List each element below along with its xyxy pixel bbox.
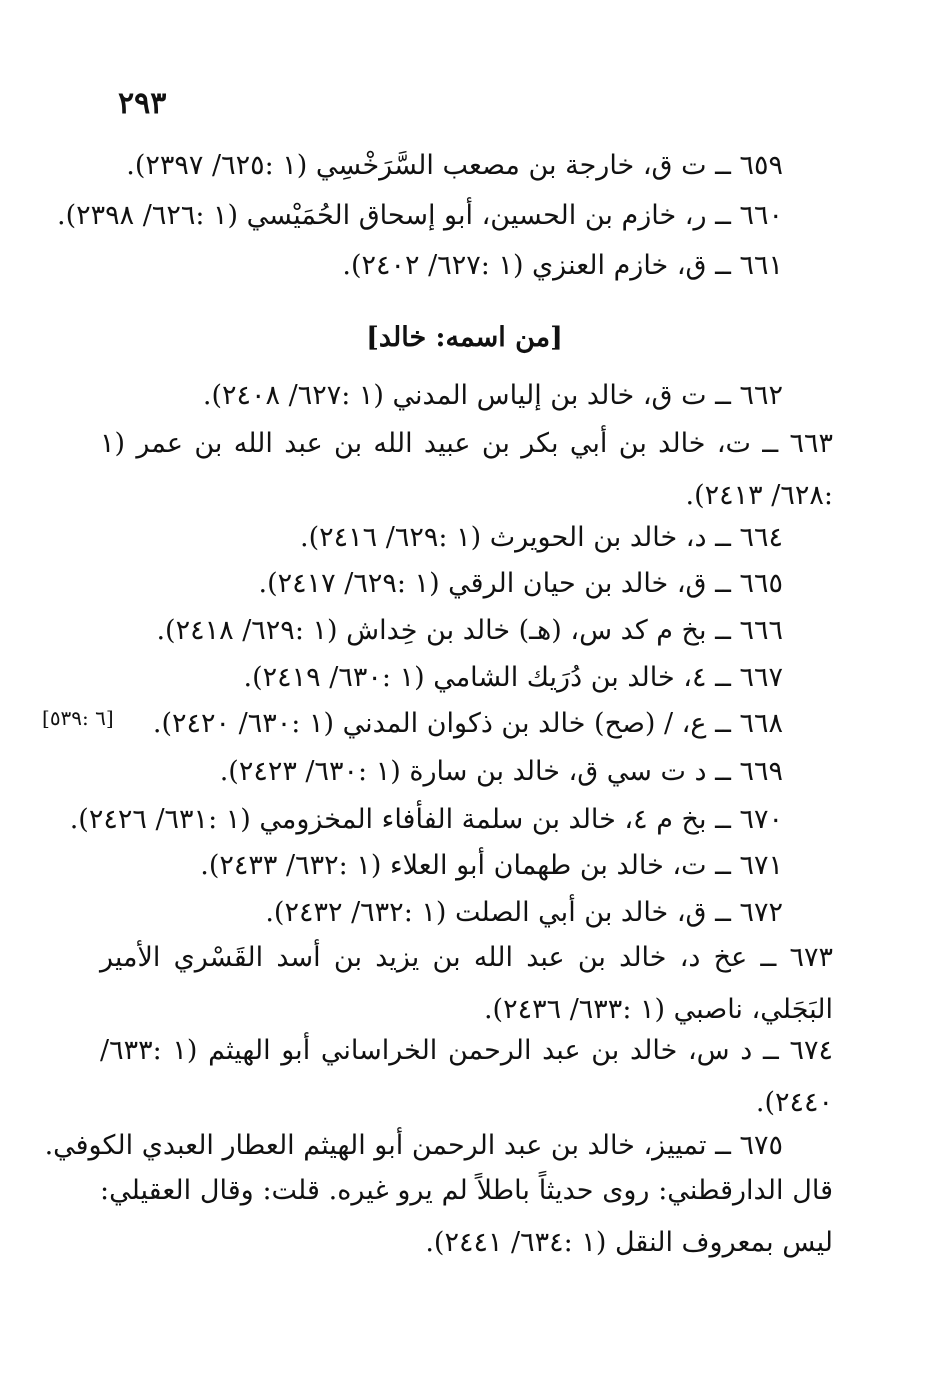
entry-664: ٦٦٤ ــ د، خالد بن الحويرث (١ :٦٢٩/ ٢٤١٦). <box>300 522 783 553</box>
entry-675: ٦٧٥ ــ تمييز، خالد بن عبد الرحمن أبو الهيثم العطار العبدي الكوفي. <box>44 1130 783 1161</box>
entry-672: ٦٧٢ ــ ق، خالد بن أبي الصلت (١ :٦٣٢/ ٢٤٣٢). <box>265 897 783 928</box>
entry-662: ٦٦٢ ــ ت ق، خالد بن إلياس المدني (١ :٦٢٧/ ٢٤٠٨). <box>202 380 783 411</box>
entry-670: ٦٧٠ ــ بخ م ٤، خالد بن سلمة الفأفاء المخزومي (١ :٦٣١/ ٢٤٢٦). <box>69 804 783 835</box>
margin-note: [٦ :٥٣٩] <box>42 706 114 730</box>
entry-669: ٦٦٩ ــ د ت سي ق، خالد بن سارة (١ :٦٣٠/ ٢٤٢٣). <box>219 756 783 787</box>
section-heading: [من اسمه: خالد] <box>366 322 563 353</box>
page-number: ٢٩٣ <box>118 86 167 121</box>
entry-665: ٦٦٥ ــ ق، خالد بن حيان الرقي (١ :٦٢٩/ ٢٤١٧). <box>258 568 783 599</box>
entry-668: ٦٦٨ ــ ع، / (صح) خالد بن ذكوان المدني (١ :٦٣٠/ ٢٤٢٠). <box>152 708 783 739</box>
entry-675-note: قال الدارقطني: روى حديثاً باطلاً لم يرو غيره. قلت: وقال العقيلي: ليس بمعروف النقل (١ :٦٣٤/ ٢٤٤١). <box>100 1175 833 1258</box>
entry-660: ٦٦٠ ــ ر، خازم بن الحسين، أبو إسحاق الحُمَيْسي (١ :٦٢٦/ ٢٣٩٨). <box>56 200 783 231</box>
entry-673: ٦٧٣ ــ عخ د، خالد بن عبد الله بن يزيد بن أسد القَسْري الأمير البَجَلي، ناصبي (١ :٦٣٣/ ٢٤٣٦). <box>100 942 833 1025</box>
entry-659: ٦٥٩ ــ ت ق، خارجة بن مصعب السَّرَخْسِي (١ :٦٢٥/ ٢٣٩٧). <box>126 150 783 181</box>
entry-663: ٦٦٣ ــ ت، خالد بن أبي بكر بن عبيد الله بن عبد الله بن عمر (١ :٦٢٨/ ٢٤١٣). <box>100 428 833 511</box>
entry-661: ٦٦١ ــ ق، خازم العنزي (١ :٦٢٧/ ٢٤٠٢). <box>342 250 783 281</box>
entry-666: ٦٦٦ ــ بخ م كد س، (هـ) خالد بن خِداش (١ :٦٢٩/ ٢٤١٨). <box>156 615 783 646</box>
entry-671: ٦٧١ ــ ت، خالد بن طهمان أبو العلاء (١ :٦٣٢/ ٢٤٣٣). <box>200 850 783 881</box>
entry-674: ٦٧٤ ــ د س، خالد بن عبد الرحمن الخراساني أبو الهيثم (١ :٦٣٣/ ٢٤٤٠). <box>100 1035 834 1118</box>
entry-667: ٦٦٧ ــ ٤، خالد بن دُرَيك الشامي (١ :٦٣٠/ ٢٤١٩). <box>243 662 783 693</box>
